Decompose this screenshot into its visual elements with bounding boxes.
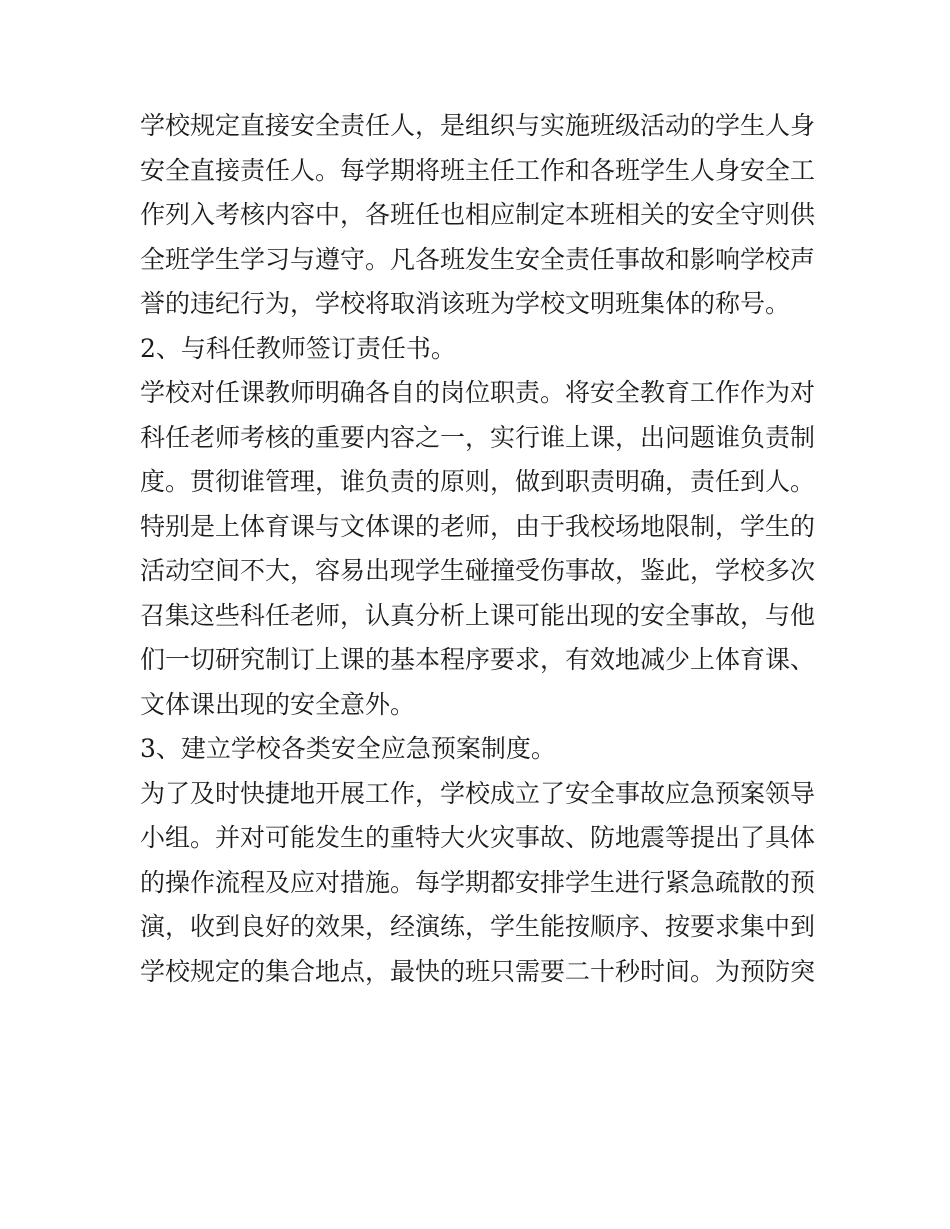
section-heading: 3、建立学校各类安全应急预案制度。 [140, 734, 556, 763]
text-line: 文体课出现的安全意外。 [140, 689, 416, 719]
text-line: 安全直接责任人。每学期将班主任工作和各班学生人身安全工 [140, 155, 816, 185]
text-line: 为了及时快捷地开展工作，学校成立了安全事故应急预案领导 [140, 778, 816, 808]
text-line: 演，收到良好的效果，经演练，学生能按顺序、按要求集中到 [140, 912, 816, 941]
text-line: 作列入考核内容中，各班任也相应制定本班相关的安全守则供 [140, 200, 816, 229]
section-heading: 2、与科任教师签订责任书。 [140, 333, 456, 363]
text-line: 誉的违纪行为，学校将取消该班为学校文明班集体的称号。 [140, 289, 791, 318]
text-line: 学校对任课教师明确各自的岗位职责。将安全教育工作作为对 [140, 378, 816, 407]
text-line: 们一切研究制订上课的基本程序要求，有效地减少上体育课、 [140, 645, 816, 674]
text-line: 学校规定直接安全责任人，是组织与实施班级活动的学生人身 [140, 111, 816, 140]
text-line: 学校规定的集合地点，最快的班只需要二十秒时间。为预防突 [140, 956, 816, 986]
text-line: 小组。并对可能发生的重特大火灾事故、防地震等提出了具体 [140, 823, 816, 852]
document-body [140, 104, 820, 994]
text-line: 特别是上体育课与文体课的老师，由于我校场地限制，学生的 [140, 511, 816, 541]
text-line: 全班学生学习与遵守。凡各班发生安全责任事故和影响学校声 [140, 244, 816, 274]
text-line: 的操作流程及应对措施。每学期都安排学生进行紧急疏散的预 [140, 867, 816, 897]
text-line: 召集这些科任老师，认真分析上课可能出现的安全事故，与他 [140, 600, 816, 630]
text-line: 活动空间不大，容易出现学生碰撞受伤事故，鉴此，学校多次 [140, 556, 816, 585]
text-line: 科任老师考核的重要内容之一，实行谁上课，出问题谁负责制 [140, 422, 816, 452]
text-line: 度。贯彻谁管理，谁负责的原则，做到职责明确，责任到人。 [140, 467, 816, 496]
